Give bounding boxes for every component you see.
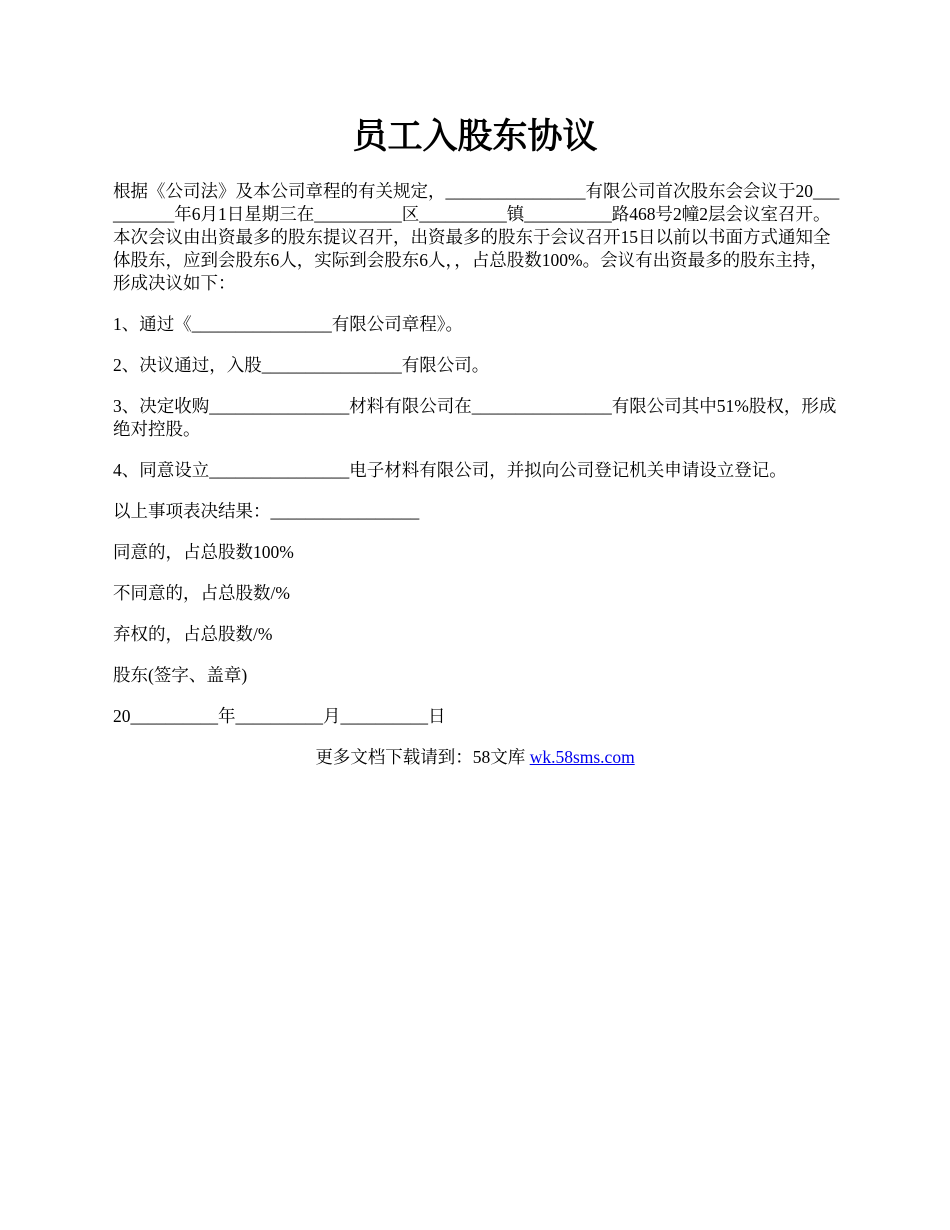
vote-abstain: 弃权的，占总股数/% (113, 624, 273, 644)
intro-paragraph: 根据《公司法》及本公司章程的有关规定，________________有限公司首次股东会会议于20__________年6月1日星期三在__________区__________镇__________路468号2幢2层会议室召开。本次会议由出资最多的股东提议召开，出资最多的股东于会议召开15日以前以书面方式通知全体股东，应到会股东6人，实际到会股东6人，，占总股数100%。会议有出资最多的股东主持，形成决议如下： (113, 181, 840, 293)
resolution-item-1: 1、通过《________________有限公司章程》。 (113, 314, 463, 334)
resolution-item-4: 4、同意设立________________电子材料有限公司，并拟向公司登记机关申请设立登记。 (113, 460, 787, 480)
vote-result-label: 以上事项表决结果：_________________ (113, 501, 420, 521)
vote-agree: 同意的，占总股数100% (113, 542, 294, 562)
resolution-item-2: 2、决议通过，入股________________有限公司。 (113, 355, 490, 375)
footer-link[interactable]: wk.58sms.com (529, 747, 635, 767)
document-title: 员工入股东协议 (352, 117, 598, 156)
resolution-item-3: 3、决定收购________________材料有限公司在________________有限公司其中51%股权，形成绝对控股。 (113, 396, 837, 439)
vote-disagree: 不同意的，占总股数/% (113, 583, 290, 603)
signature-line: 股东(签字、盖章) (113, 665, 248, 685)
footer (0, 746, 950, 769)
date-line: 20__________年__________月__________日 (113, 706, 446, 726)
footer-text: 更多文档下载请到：58文库 (315, 747, 530, 767)
